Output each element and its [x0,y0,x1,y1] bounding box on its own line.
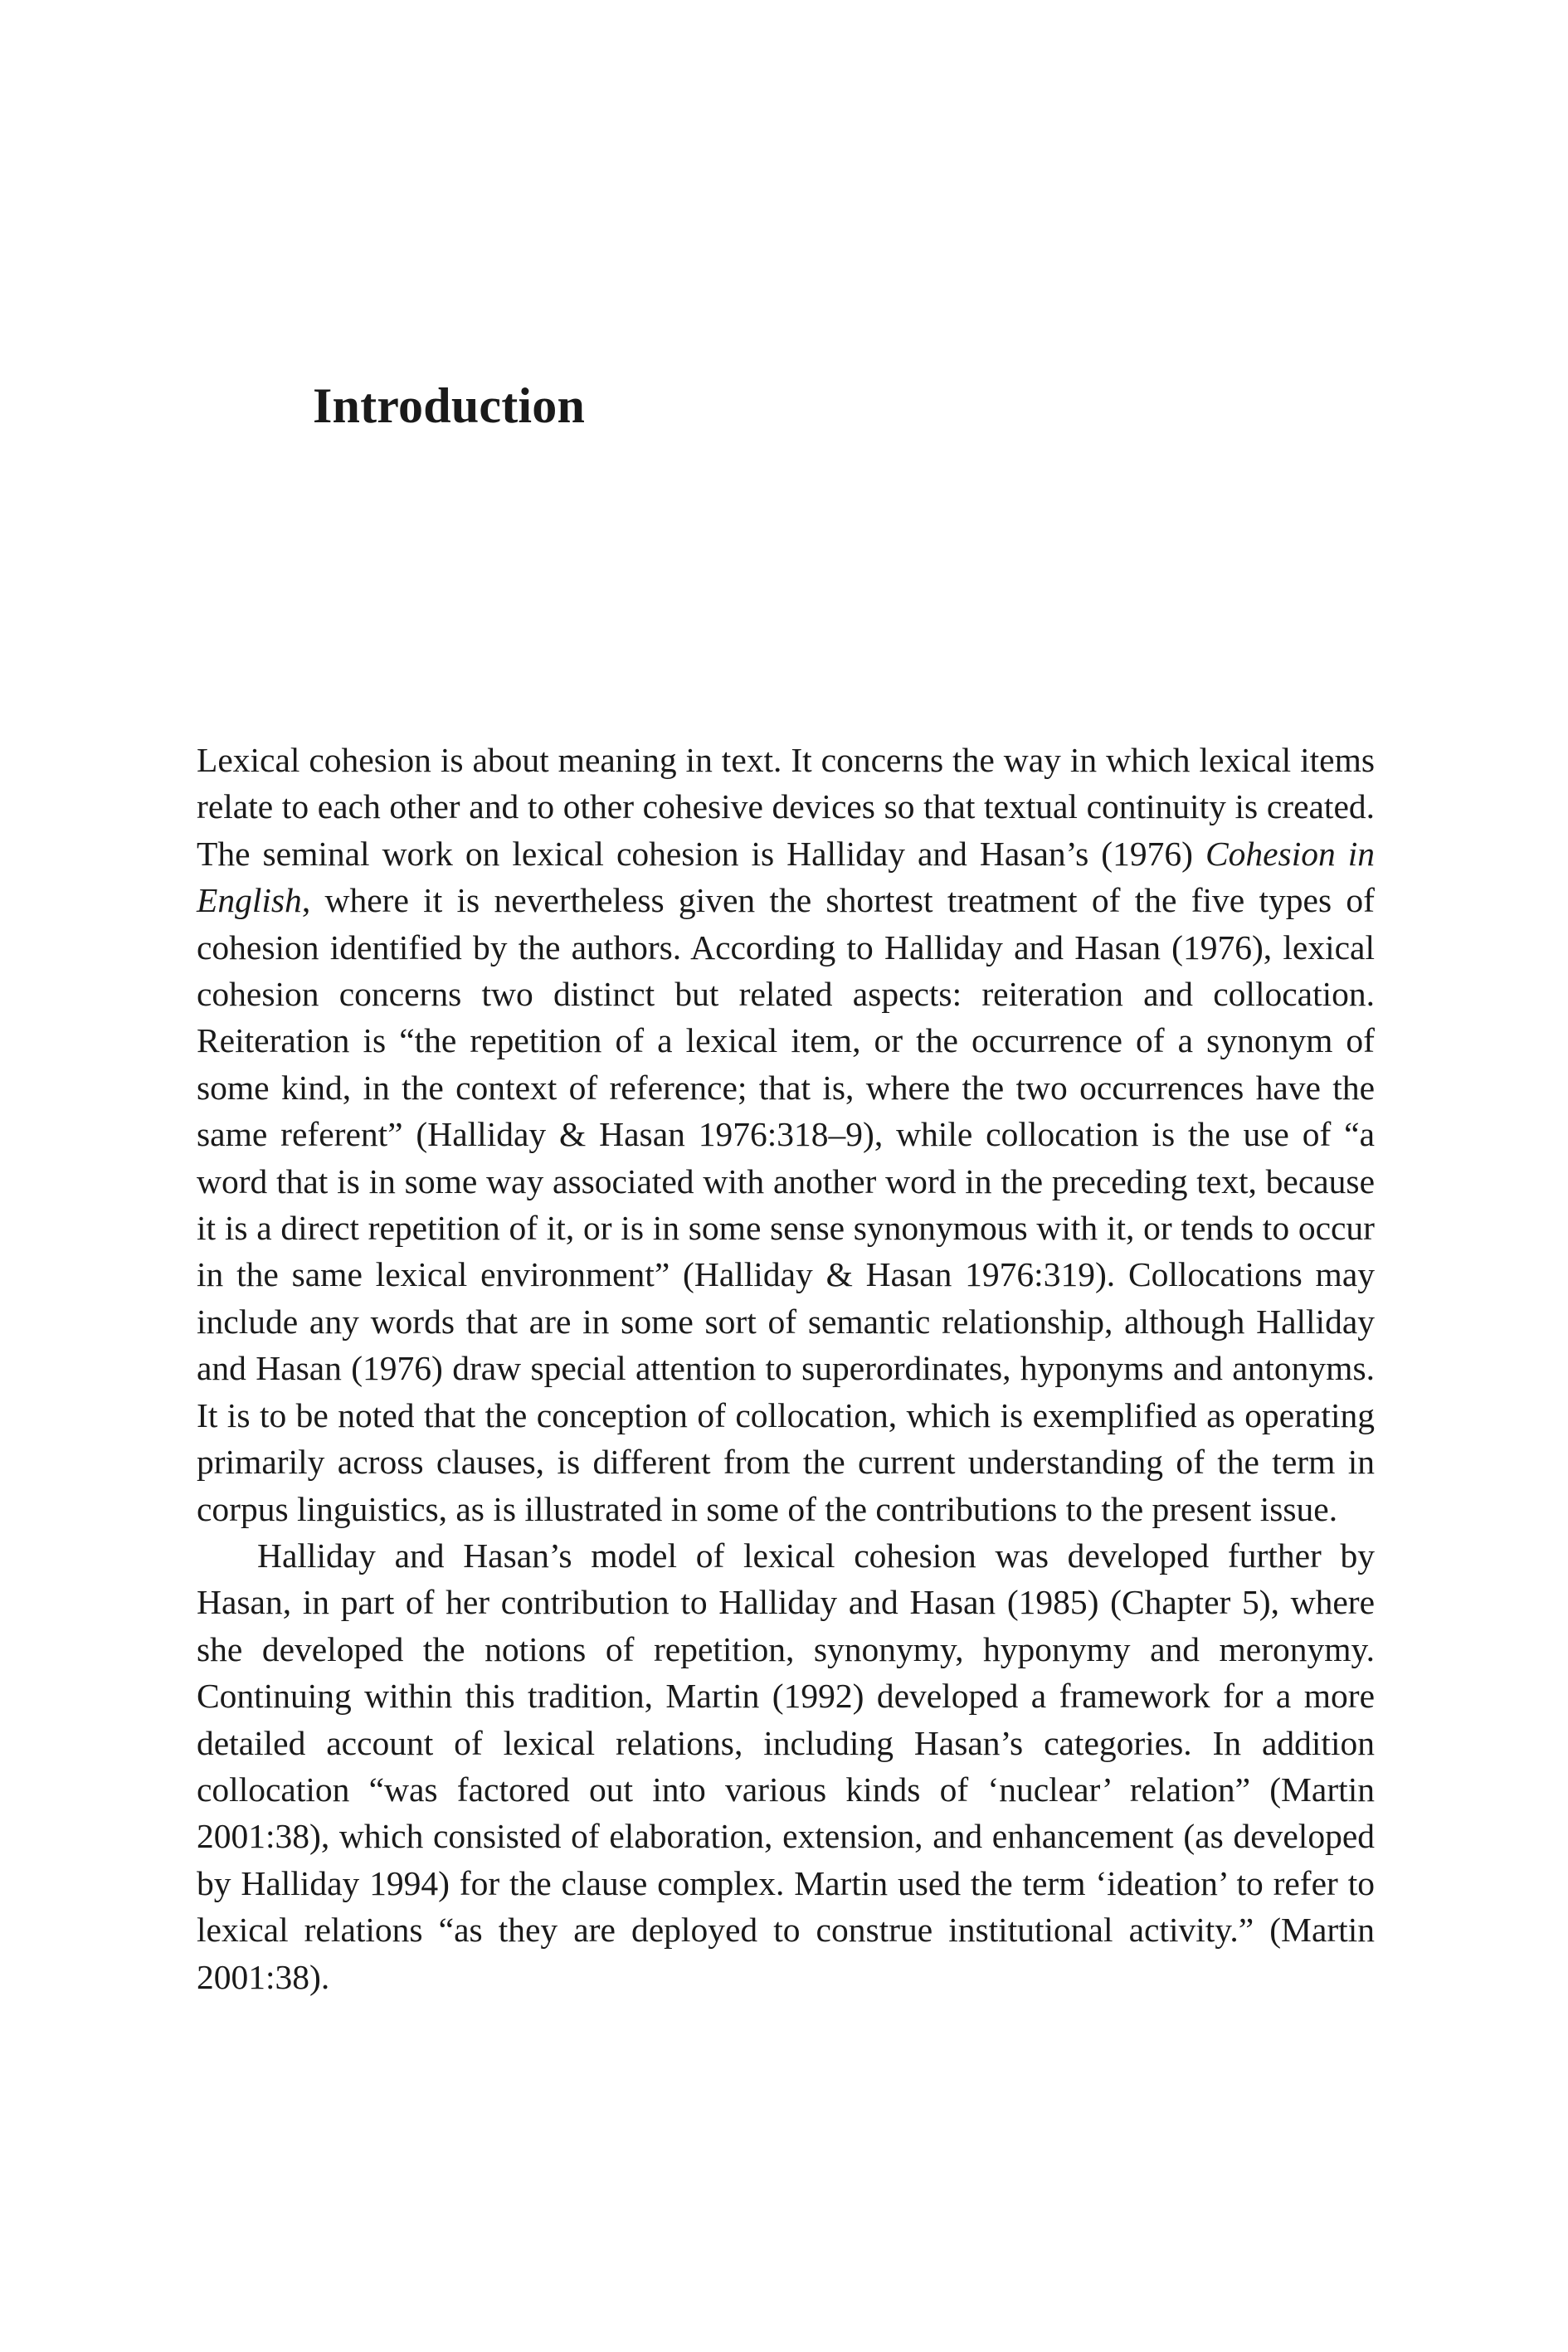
book-title-cohesion-in-english: Cohesion in English [197,834,1375,920]
paragraph-1-text-a: Lexical cohesion is about meaning in text. It concerns the way in which lexical items relate to each other and to other cohesive devices so that textual continuity is created. The seminal work on lexical cohesion is Halliday and Hasan’s (1976) [197,741,1375,873]
chapter-title: Introduction [313,378,586,433]
paragraph-2: Halliday and Hasan’s model of lexical cohesion was developed further by Hasan, in part of her contribution to Halliday and Hasan (1985) (Chapter 5), where she developed the notions of repetition, synonymy, hyponymy and meronymy. Continuing within this tradition, Martin (1992) developed a framework for a more detailed account of lexical relations, including Hasan’s categories. In addition collocation “was factored out into various kinds of ‘nuclear’ relation” (Martin 2001:38), which consisted of elaboration, extension, and enhancement (as developed by Halliday 1994) for the clause complex. Martin used the term ‘ideation’ to refer to lexical relations “as they are deployed to construe institutional activity.” (Martin 2001:38). [197,1536,1375,1996]
body-text [197,737,1375,2000]
paragraph-1-text-b: , where it is nevertheless given the shortest treatment of the five types of cohesion identified by the authors. According to Halliday and Hasan (1976), lexical cohesion concerns two distinct but related aspects: reiteration and collocation. Reiteration is “the repetition of a lexical item, or the occurrence of a synonym of some kind, in the context of reference; that is, where the two occurrences have the same referent” (Halliday & Hasan 1976:318–9), while collocation is the use of “a word that is in some way associated with another word in the preceding text, because it is a direct repetition of it, or is in some sense synonymous with it, or tends to occur in the same lexical environment” (Halliday & Hasan 1976:319). Collocations may include any words that are in some sort of semantic relationship, although Halliday and Hasan (1976) draw special attention to superordinates, hyponyms and antonyms. It is to be noted that the conception of collocation, which is exemplified as operating primarily across clauses, is different from the current understanding of the term in corpus linguistics, as is illustrated in some of the contributions to the present issue. [197,881,1375,1528]
paragraph-1 [197,737,1375,1532]
